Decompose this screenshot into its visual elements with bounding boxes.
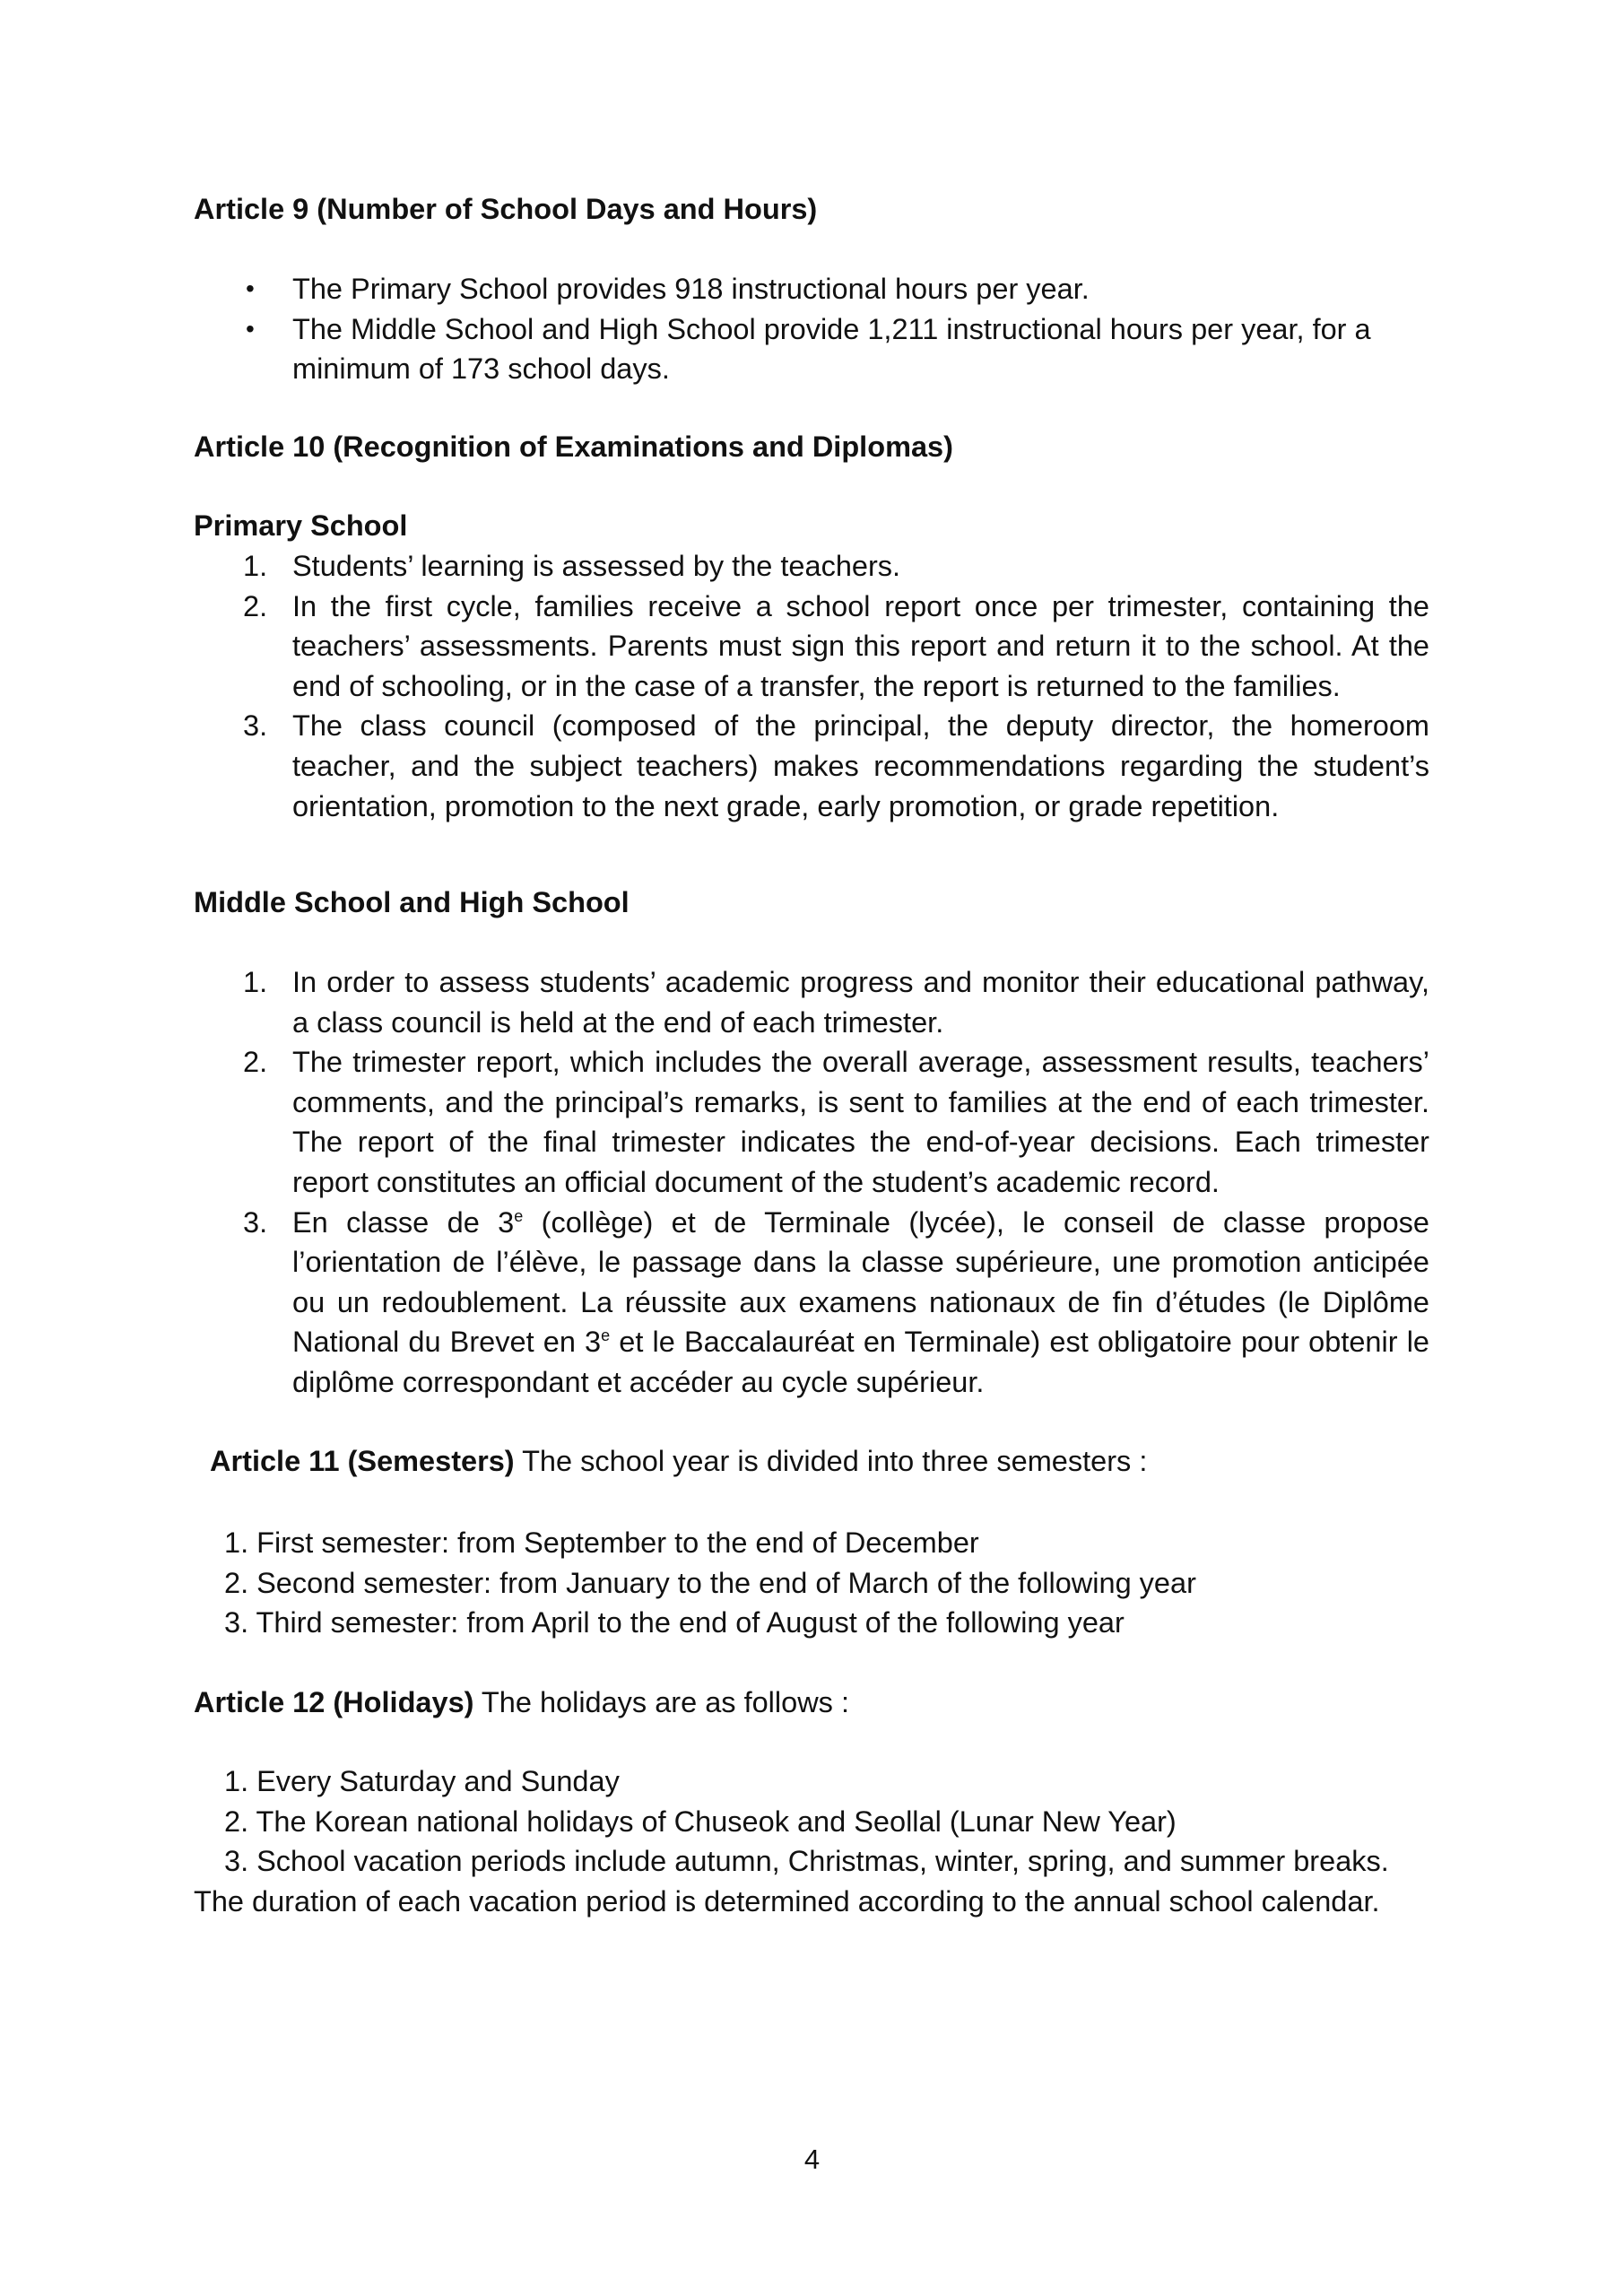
list-item <box>194 1042 1429 1202</box>
list-item <box>194 546 1429 587</box>
middle-high-school-subheading: Middle School and High School <box>194 886 630 918</box>
list-item: 3. School vacation periods include autumn, Christmas, winter, spring, and summer breaks. <box>224 1845 1389 1878</box>
list-number: 1. <box>243 966 268 998</box>
text-segment: En classe de 3 <box>292 1205 515 1239</box>
primary-school-subheading: Primary School <box>194 509 408 542</box>
list-item-text <box>292 1206 1429 1398</box>
article-12-heading: Article 12 (Holidays) <box>194 1686 474 1718</box>
article-11-heading: Article 11 (Semesters) <box>210 1445 515 1477</box>
list-item-text: The Middle School and High School provide 1,211 instructional hours per year, for a minimum of 173 school days. <box>292 312 1371 386</box>
semester-list <box>194 1523 1431 1643</box>
text-segment: (collège) et de Terminale (lycée), le conseil de classe propose l’orientation de l’élève, le passage dans la classe supérieure, une promotion anticipée ou un redoublement. La réussite aux examens nationaux de fin d’études (le Diplôme National du Brevet en 3 <box>292 1205 1429 1359</box>
article-12-line <box>194 1683 1431 1723</box>
article-11-line <box>210 1441 1447 1482</box>
article-10-heading: Article 10 (Recognition of Examinations and Diplomas) <box>194 430 953 463</box>
list-item: 3. Third semester: from April to the end of August of the following year <box>224 1606 1125 1639</box>
article-11-intro: The school year is divided into three semesters : <box>514 1445 1148 1477</box>
list-item-text: In order to assess students’ academic progress and monitor their educational pathway, a class council is held at the end of each trimester. <box>292 966 1429 1039</box>
list-item-text: The Primary School provides 918 instructional hours per year. <box>292 273 1090 305</box>
page-number: 4 <box>803 2144 821 2175</box>
list-number: 1. <box>243 550 268 582</box>
list-number: 2. <box>243 1046 268 1079</box>
list-item-text: The class council (composed of the principal, the deputy director, the homeroom teacher, and the subject teachers) makes recommendations regarding the student’s orientation, promotion to the next grade, early promotion, or grade repetition. <box>292 709 1429 822</box>
list-item: 1. Every Saturday and Sunday <box>224 1765 620 1797</box>
list-number: 2. <box>243 589 268 622</box>
superscript: e <box>514 1206 524 1225</box>
bullet-icon: • <box>246 314 255 343</box>
list-item-text: The trimester report, which includes the overall average, assessment results, teachers’ comments, and the principal’s remarks, is sent to families at the end of each trimester. The report of the final trimester indicates the end-of-year decisions. Each trimester report constitutes an official document of the student’s academic record. <box>292 1046 1429 1198</box>
list-item <box>194 309 1418 389</box>
middle-high-school-list <box>194 962 1431 1403</box>
article-12-intro: The holidays are as follows : <box>473 1686 849 1718</box>
text-segment: et le Baccalauréat en Terminale) est obligatoire pour obtenir le diplôme correspondant et accéder au cycle supérieur. <box>292 1326 1429 1398</box>
article-9-bullet-list <box>194 269 1431 389</box>
list-item <box>194 269 1429 309</box>
list-item-text: In the first cycle, families receive a school report once per trimester, containing the teachers’ assessments. Parents must sign this report and return it to the school. At the end of schooling, or in the case of a transfer, the report is returned to the families. <box>292 589 1429 702</box>
list-item <box>194 706 1429 826</box>
list-item: 2. The Korean national holidays of Chuseok and Seollal (Lunar New Year) <box>224 1805 1177 1838</box>
holiday-continuation-text: The duration of each vacation period is determined according to the annual school calendar. <box>194 1884 1380 1918</box>
list-item <box>194 587 1429 707</box>
superscript: e <box>601 1326 611 1345</box>
article-9-heading: Article 9 (Number of School Days and Hours) <box>194 193 818 225</box>
list-item: 2. Second semester: from January to the end of March of the following year <box>224 1566 1196 1599</box>
list-item <box>194 1203 1429 1403</box>
holiday-list <box>194 1761 1431 1921</box>
list-number: 3. <box>243 1205 268 1239</box>
primary-school-list <box>194 546 1431 826</box>
list-item-text: Students’ learning is assessed by the teachers. <box>292 550 901 582</box>
list-item: 1. First semester: from September to the end of December <box>224 1526 979 1559</box>
list-number: 3. <box>243 709 268 743</box>
bullet-icon: • <box>246 274 255 302</box>
list-item <box>194 962 1429 1042</box>
